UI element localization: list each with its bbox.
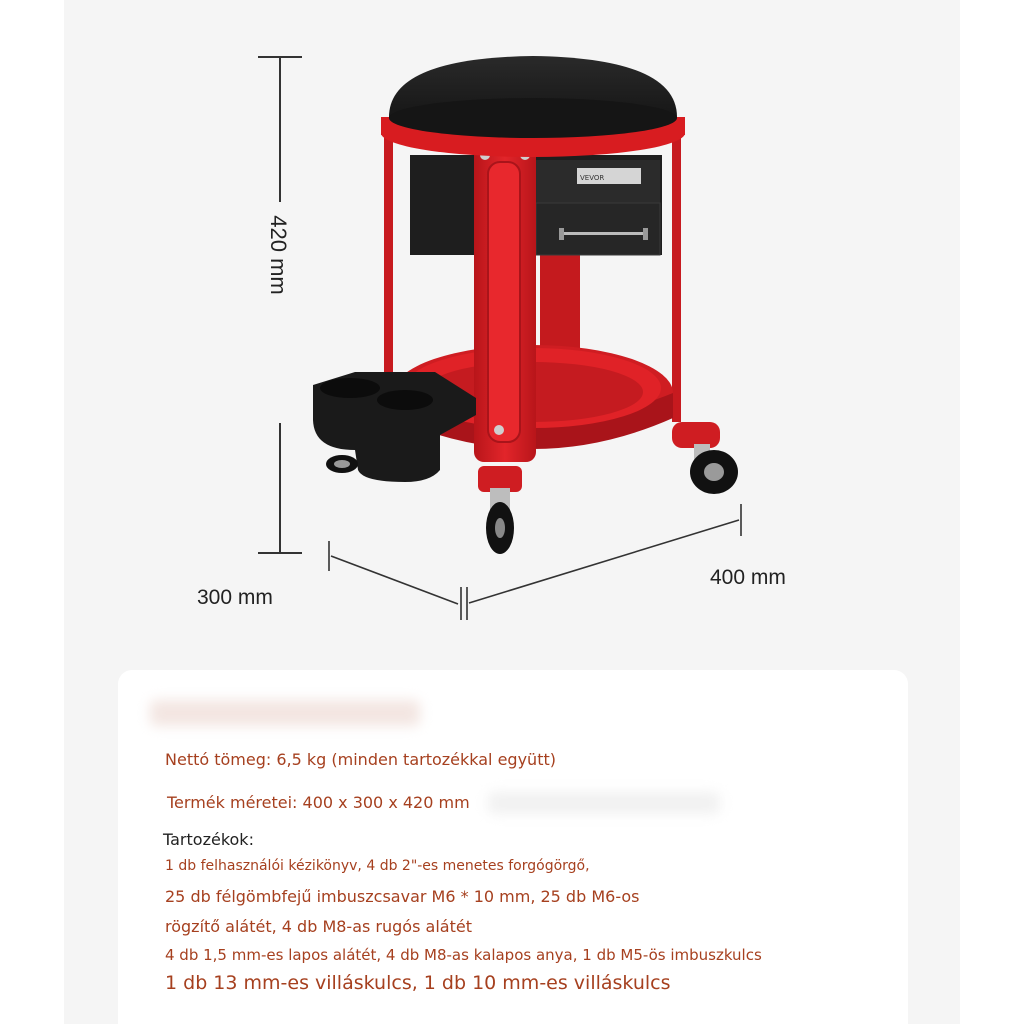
front-leg <box>474 140 536 462</box>
accessories-title: Tartozékok: <box>163 830 254 849</box>
product-size-text: Termék méretei: 400 x 300 x 420 mm <box>167 793 470 812</box>
blurred-text-fragment <box>488 792 720 814</box>
net-weight-text: Nettó tömeg: 6,5 kg (minden tartozékkal együtt) <box>165 750 556 769</box>
accessories-line: 4 db 1,5 mm-es lapos alátét, 4 db M8-as kalapos anya, 1 db M5-ös imbuszkulcs <box>165 946 762 964</box>
seat <box>381 56 685 157</box>
depth-dimension-label: 300 mm <box>197 586 273 609</box>
accessories-line: rögzítő alátét, 4 db M8-as rugós alátét <box>165 917 472 936</box>
blurred-heading <box>150 700 420 726</box>
accessories-line: 25 db félgömbfejű imbuszcsavar M6 * 10 mm, 25 db M6-os <box>165 887 640 906</box>
height-dimension-label: 420 mm <box>266 215 291 295</box>
drawer-label: VEVOR <box>580 174 605 182</box>
accessories-line: 1 db 13 mm-es villáskulcs, 1 db 10 mm-es villáskulcs <box>165 972 671 994</box>
accessories-line: 1 db felhasználói kézikönyv, 4 db 2"-es menetes forgógörgő, <box>165 858 590 874</box>
width-dimension-label: 400 mm <box>710 566 786 589</box>
